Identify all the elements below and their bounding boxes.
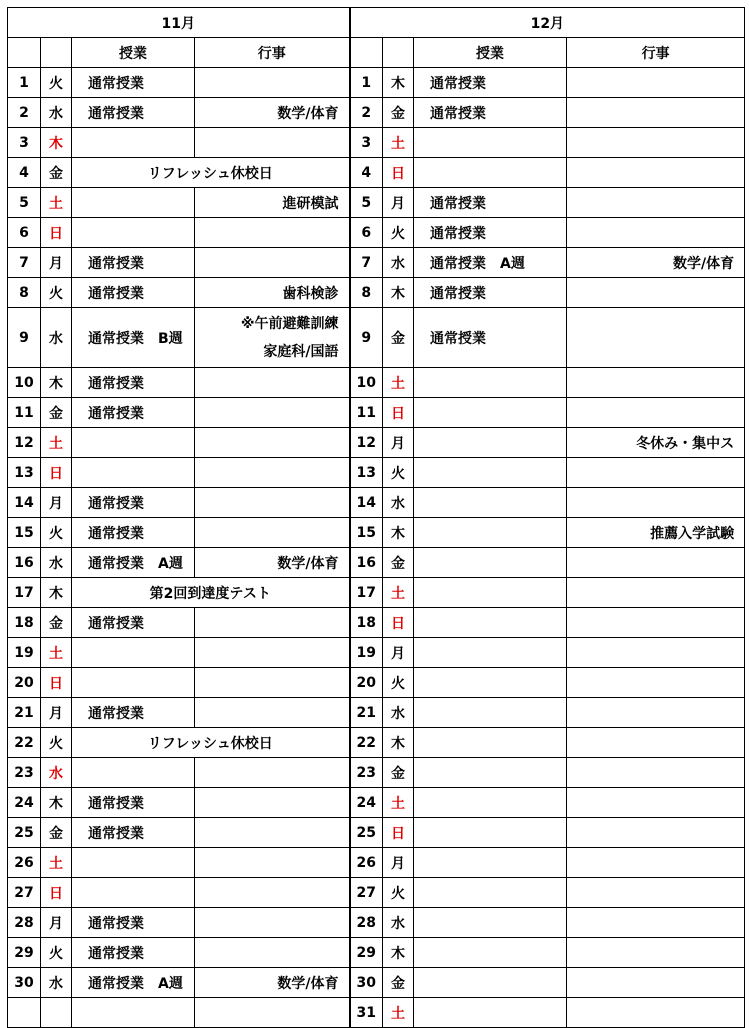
nov-event-line-2: 家庭科/国語 xyxy=(263,343,339,360)
nov-event-cell xyxy=(195,488,350,518)
dec-event-cell xyxy=(567,818,745,848)
dec-day-number: 27 xyxy=(350,878,383,908)
dec-class-cell xyxy=(414,128,567,158)
dec-class-cell xyxy=(414,818,567,848)
dec-weekday: 水 xyxy=(383,488,414,518)
calendar-row xyxy=(8,158,745,188)
calendar-row xyxy=(8,668,745,698)
nov-day-number: 21 xyxy=(8,698,41,728)
dec-event-cell xyxy=(567,548,745,578)
nov-day-number: 10 xyxy=(8,368,41,398)
nov-day-number: 28 xyxy=(8,908,41,938)
nov-class-cell: 通常授業 xyxy=(72,68,195,98)
nov-day-number: 5 xyxy=(8,188,41,218)
dec-event-cell xyxy=(567,308,745,368)
nov-day-number: 12 xyxy=(8,428,41,458)
dec-event-cell xyxy=(567,758,745,788)
calendar-row xyxy=(8,878,745,908)
schedule-table xyxy=(7,7,745,1028)
dec-day-number: 9 xyxy=(350,308,383,368)
nov-event-cell xyxy=(195,398,350,428)
nov-class-cell: 通常授業 xyxy=(72,938,195,968)
nov-class-cell: 通常授業 xyxy=(72,488,195,518)
nov-day-header xyxy=(8,38,41,68)
nov-class-cell: 通常授業 xyxy=(72,368,195,398)
nov-event-cell xyxy=(195,668,350,698)
nov-class-cell xyxy=(72,848,195,878)
dec-event-cell xyxy=(567,848,745,878)
nov-weekday: 土 xyxy=(41,428,72,458)
dec-day-number: 7 xyxy=(350,248,383,278)
nov-day-number: 15 xyxy=(8,518,41,548)
dec-class-cell xyxy=(414,428,567,458)
nov-weekday: 木 xyxy=(41,128,72,158)
nov-class-cell: 通常授業 A週 xyxy=(72,968,195,998)
dec-class-cell: 通常授業 xyxy=(414,218,567,248)
nov-event-cell xyxy=(195,758,350,788)
dec-weekday: 金 xyxy=(383,548,414,578)
dec-class-cell xyxy=(414,758,567,788)
calendar-row xyxy=(8,698,745,728)
dec-day-number: 4 xyxy=(350,158,383,188)
nov-class-cell xyxy=(72,218,195,248)
dec-weekday: 土 xyxy=(383,788,414,818)
nov-day-number: 9 xyxy=(8,308,41,368)
calendar-row xyxy=(8,98,745,128)
nov-weekday: 水 xyxy=(41,968,72,998)
calendar-row xyxy=(8,728,745,758)
dec-event-cell xyxy=(567,398,745,428)
nov-day-number: 4 xyxy=(8,158,41,188)
nov-event-cell xyxy=(195,788,350,818)
month-header-row xyxy=(8,8,745,38)
nov-weekday: 火 xyxy=(41,68,72,98)
calendar-row xyxy=(8,458,745,488)
dec-event-cell xyxy=(567,878,745,908)
nov-weekday: 日 xyxy=(41,218,72,248)
dec-class-cell xyxy=(414,458,567,488)
calendar-row xyxy=(8,968,745,998)
calendar-row xyxy=(8,758,745,788)
dec-weekday: 土 xyxy=(383,128,414,158)
dec-class-cell: 通常授業 xyxy=(414,278,567,308)
dec-weekday: 日 xyxy=(383,818,414,848)
nov-weekday: 月 xyxy=(41,698,72,728)
dec-class-cell xyxy=(414,908,567,938)
nov-weekday: 水 xyxy=(41,98,72,128)
nov-event-span: 第2回到達度テスト xyxy=(72,578,350,608)
calendar-row xyxy=(8,308,745,368)
nov-class-cell xyxy=(72,668,195,698)
dec-day-number: 3 xyxy=(350,128,383,158)
dec-event-cell xyxy=(567,668,745,698)
nov-class-cell: 通常授業 xyxy=(72,788,195,818)
nov-class-cell: 通常授業 xyxy=(72,278,195,308)
nov-event-cell xyxy=(195,878,350,908)
nov-day-number: 13 xyxy=(8,458,41,488)
calendar-row xyxy=(8,608,745,638)
nov-weekday: 金 xyxy=(41,608,72,638)
nov-class-cell xyxy=(72,878,195,908)
dec-event-cell: 冬休み・集中ス xyxy=(567,428,745,458)
nov-weekday: 水 xyxy=(41,758,72,788)
nov-weekday: 金 xyxy=(41,818,72,848)
nov-event-cell: 数学/体育 xyxy=(195,548,350,578)
nov-day-number: 6 xyxy=(8,218,41,248)
calendar-row xyxy=(8,548,745,578)
dec-day-number: 20 xyxy=(350,668,383,698)
nov-weekday: 木 xyxy=(41,788,72,818)
nov-weekday: 木 xyxy=(41,368,72,398)
dec-class-cell xyxy=(414,788,567,818)
calendar-row xyxy=(8,488,745,518)
nov-weekday: 月 xyxy=(41,488,72,518)
nov-class-cell xyxy=(72,638,195,668)
calendar-row xyxy=(8,368,745,398)
nov-weekday: 日 xyxy=(41,878,72,908)
nov-weekday: 土 xyxy=(41,848,72,878)
dec-event-cell xyxy=(567,638,745,668)
dec-weekday: 水 xyxy=(383,698,414,728)
dec-class-cell xyxy=(414,608,567,638)
dec-event-cell xyxy=(567,998,745,1028)
dec-day-number: 21 xyxy=(350,698,383,728)
dec-event-cell xyxy=(567,488,745,518)
dec-day-number: 17 xyxy=(350,578,383,608)
dec-event-cell xyxy=(567,608,745,638)
nov-class-cell: 通常授業 xyxy=(72,248,195,278)
dec-weekday: 日 xyxy=(383,158,414,188)
dec-event-cell xyxy=(567,968,745,998)
dec-class-cell xyxy=(414,548,567,578)
nov-day-number: 23 xyxy=(8,758,41,788)
nov-day-number: 30 xyxy=(8,968,41,998)
dec-day-number: 28 xyxy=(350,908,383,938)
dec-day-number: 18 xyxy=(350,608,383,638)
schedule-body xyxy=(8,68,745,1028)
calendar-row xyxy=(8,848,745,878)
nov-day-number: 7 xyxy=(8,248,41,278)
dec-class-cell: 通常授業 xyxy=(414,308,567,368)
dec-event-cell xyxy=(567,698,745,728)
calendar-row xyxy=(8,638,745,668)
nov-weekday: 土 xyxy=(41,188,72,218)
nov-event-cell xyxy=(195,518,350,548)
calendar-row xyxy=(8,428,745,458)
dec-day-header xyxy=(350,38,383,68)
dec-class-cell xyxy=(414,878,567,908)
dec-day-number: 26 xyxy=(350,848,383,878)
nov-event-cell xyxy=(195,818,350,848)
dec-class-cell xyxy=(414,728,567,758)
dec-day-number: 19 xyxy=(350,638,383,668)
nov-day-number: 16 xyxy=(8,548,41,578)
nov-weekday: 火 xyxy=(41,728,72,758)
nov-weekday: 火 xyxy=(41,518,72,548)
dec-day-number: 25 xyxy=(350,818,383,848)
dec-weekday: 木 xyxy=(383,278,414,308)
nov-day-number: 11 xyxy=(8,398,41,428)
nov-weekday: 火 xyxy=(41,938,72,968)
nov-day-number: 27 xyxy=(8,878,41,908)
nov-event-cell xyxy=(195,368,350,398)
nov-day-number: 17 xyxy=(8,578,41,608)
nov-weekday: 木 xyxy=(41,578,72,608)
dec-class-cell xyxy=(414,938,567,968)
dec-weekday: 日 xyxy=(383,398,414,428)
dec-event-cell xyxy=(567,788,745,818)
calendar-row xyxy=(8,818,745,848)
column-header-row xyxy=(8,38,745,68)
nov-weekday: 水 xyxy=(41,308,72,368)
dec-weekday: 水 xyxy=(383,248,414,278)
dec-class-cell: 通常授業 A週 xyxy=(414,248,567,278)
nov-day-number: 29 xyxy=(8,938,41,968)
calendar-row xyxy=(8,398,745,428)
nov-class-cell xyxy=(72,458,195,488)
dec-weekday: 土 xyxy=(383,368,414,398)
nov-event-cell xyxy=(195,218,350,248)
nov-weekday: 土 xyxy=(41,638,72,668)
nov-weekday-header xyxy=(41,38,72,68)
dec-day-number: 16 xyxy=(350,548,383,578)
nov-class-cell xyxy=(72,758,195,788)
nov-class-cell: 通常授業 xyxy=(72,398,195,428)
dec-weekday: 火 xyxy=(383,668,414,698)
calendar-row xyxy=(8,278,745,308)
nov-weekday: 月 xyxy=(41,248,72,278)
nov-class-cell xyxy=(72,128,195,158)
nov-weekday: 水 xyxy=(41,548,72,578)
nov-event-cell: 進研模試 xyxy=(195,188,350,218)
nov-event-span: リフレッシュ休校日 xyxy=(72,728,350,758)
dec-class-cell xyxy=(414,698,567,728)
dec-weekday: 金 xyxy=(383,758,414,788)
nov-event-cell xyxy=(195,638,350,668)
calendar-row xyxy=(8,188,745,218)
dec-event-cell: 数学/体育 xyxy=(567,248,745,278)
dec-title: 12月 xyxy=(350,8,745,38)
dec-weekday: 水 xyxy=(383,908,414,938)
dec-event-cell xyxy=(567,218,745,248)
calendar-row xyxy=(8,518,745,548)
nov-day-number: 14 xyxy=(8,488,41,518)
dec-day-number: 22 xyxy=(350,728,383,758)
nov-event-cell: 歯科検診 xyxy=(195,278,350,308)
dec-day-number: 14 xyxy=(350,488,383,518)
dec-class-cell xyxy=(414,518,567,548)
calendar-row xyxy=(8,248,745,278)
nov-event-cell: 数学/体育 xyxy=(195,968,350,998)
dec-weekday: 月 xyxy=(383,428,414,458)
calendar-row xyxy=(8,68,745,98)
nov-day-number: 18 xyxy=(8,608,41,638)
dec-weekday: 金 xyxy=(383,98,414,128)
dec-weekday: 火 xyxy=(383,878,414,908)
nov-class-cell: 通常授業 xyxy=(72,98,195,128)
dec-class-cell xyxy=(414,488,567,518)
dec-weekday: 月 xyxy=(383,188,414,218)
nov-class-cell: 通常授業 xyxy=(72,818,195,848)
dec-weekday: 日 xyxy=(383,608,414,638)
dec-day-number: 30 xyxy=(350,968,383,998)
nov-event-cell xyxy=(195,308,350,368)
dec-weekday: 金 xyxy=(383,308,414,368)
nov-weekday: 月 xyxy=(41,908,72,938)
calendar-row xyxy=(8,938,745,968)
dec-class-cell xyxy=(414,998,567,1028)
nov-weekday: 日 xyxy=(41,668,72,698)
dec-event-cell xyxy=(567,938,745,968)
nov-day-number: 19 xyxy=(8,638,41,668)
nov-weekday: 金 xyxy=(41,398,72,428)
dec-class-cell xyxy=(414,578,567,608)
nov-class-header: 授業 xyxy=(72,38,195,68)
dec-day-number: 2 xyxy=(350,98,383,128)
nov-event-cell xyxy=(195,128,350,158)
dec-class-cell xyxy=(414,368,567,398)
dec-day-number: 6 xyxy=(350,218,383,248)
dec-weekday: 金 xyxy=(383,968,414,998)
dec-weekday: 木 xyxy=(383,938,414,968)
nov-event-cell xyxy=(195,698,350,728)
nov-event-cell xyxy=(195,458,350,488)
nov-day-number: 20 xyxy=(8,668,41,698)
calendar-row xyxy=(8,998,745,1028)
dec-weekday: 土 xyxy=(383,578,414,608)
dec-day-number: 24 xyxy=(350,788,383,818)
nov-event-cell xyxy=(195,908,350,938)
dec-day-number: 8 xyxy=(350,278,383,308)
nov-day-number: 22 xyxy=(8,728,41,758)
nov-day-number: 2 xyxy=(8,98,41,128)
nov-class-cell xyxy=(72,188,195,218)
dec-event-cell xyxy=(567,728,745,758)
nov-day-number: 24 xyxy=(8,788,41,818)
nov-class-cell xyxy=(72,428,195,458)
dec-weekday: 土 xyxy=(383,998,414,1028)
dec-day-number: 13 xyxy=(350,458,383,488)
nov-event-line-1: ※午前避難訓練 xyxy=(240,315,339,332)
nov-class-cell: 通常授業 xyxy=(72,698,195,728)
dec-event-cell xyxy=(567,158,745,188)
dec-class-header: 授業 xyxy=(414,38,567,68)
dec-weekday: 月 xyxy=(383,848,414,878)
dec-weekday: 火 xyxy=(383,458,414,488)
nov-class-cell: 通常授業 xyxy=(72,608,195,638)
nov-class-cell: 通常授業 B週 xyxy=(72,308,195,368)
calendar-row xyxy=(8,218,745,248)
nov-class-cell: 通常授業 xyxy=(72,518,195,548)
nov-day-number: 26 xyxy=(8,848,41,878)
dec-weekday: 火 xyxy=(383,218,414,248)
dec-weekday: 木 xyxy=(383,728,414,758)
nov-event-cell xyxy=(195,938,350,968)
calendar-row xyxy=(8,128,745,158)
nov-event-cell xyxy=(195,848,350,878)
nov-event-cell xyxy=(195,428,350,458)
dec-event-cell xyxy=(567,458,745,488)
nov-class-cell: 通常授業 xyxy=(72,908,195,938)
dec-class-cell: 通常授業 xyxy=(414,68,567,98)
dec-class-cell xyxy=(414,848,567,878)
dec-weekday: 木 xyxy=(383,68,414,98)
calendar-row xyxy=(8,788,745,818)
nov-event-cell xyxy=(195,998,350,1028)
nov-weekday: 金 xyxy=(41,158,72,188)
dec-day-number: 31 xyxy=(350,998,383,1028)
nov-event-span: リフレッシュ休校日 xyxy=(72,158,350,188)
dec-class-cell xyxy=(414,668,567,698)
dec-day-number: 10 xyxy=(350,368,383,398)
dec-event-cell xyxy=(567,578,745,608)
nov-weekday xyxy=(41,998,72,1028)
nov-class-cell xyxy=(72,998,195,1028)
dec-class-cell: 通常授業 xyxy=(414,98,567,128)
nov-event-header: 行事 xyxy=(195,38,350,68)
dec-event-cell xyxy=(567,128,745,158)
dec-class-cell xyxy=(414,158,567,188)
dec-event-cell xyxy=(567,188,745,218)
dec-class-cell xyxy=(414,638,567,668)
nov-class-cell: 通常授業 A週 xyxy=(72,548,195,578)
dec-event-cell xyxy=(567,908,745,938)
dec-event-cell xyxy=(567,278,745,308)
nov-title: 11月 xyxy=(8,8,350,38)
dec-weekday: 木 xyxy=(383,518,414,548)
nov-event-cell xyxy=(195,608,350,638)
dec-event-cell xyxy=(567,98,745,128)
dec-day-number: 1 xyxy=(350,68,383,98)
dec-event-header: 行事 xyxy=(567,38,745,68)
calendar-row xyxy=(8,578,745,608)
nov-event-cell: 数学/体育 xyxy=(195,98,350,128)
nov-day-number xyxy=(8,998,41,1028)
dec-class-cell xyxy=(414,968,567,998)
dec-day-number: 11 xyxy=(350,398,383,428)
calendar-row xyxy=(8,908,745,938)
dec-event-cell: 推薦入学試験 xyxy=(567,518,745,548)
nov-event-cell xyxy=(195,248,350,278)
nov-weekday: 日 xyxy=(41,458,72,488)
nov-event-cell xyxy=(195,68,350,98)
dec-day-number: 15 xyxy=(350,518,383,548)
nov-day-number: 1 xyxy=(8,68,41,98)
dec-day-number: 5 xyxy=(350,188,383,218)
dec-weekday: 月 xyxy=(383,638,414,668)
nov-day-number: 25 xyxy=(8,818,41,848)
nov-day-number: 3 xyxy=(8,128,41,158)
nov-day-number: 8 xyxy=(8,278,41,308)
dec-event-cell xyxy=(567,368,745,398)
dec-weekday-header xyxy=(383,38,414,68)
dec-day-number: 23 xyxy=(350,758,383,788)
dec-class-cell: 通常授業 xyxy=(414,188,567,218)
dec-day-number: 12 xyxy=(350,428,383,458)
dec-event-cell xyxy=(567,68,745,98)
dec-day-number: 29 xyxy=(350,938,383,968)
dec-class-cell xyxy=(414,398,567,428)
nov-weekday: 火 xyxy=(41,278,72,308)
